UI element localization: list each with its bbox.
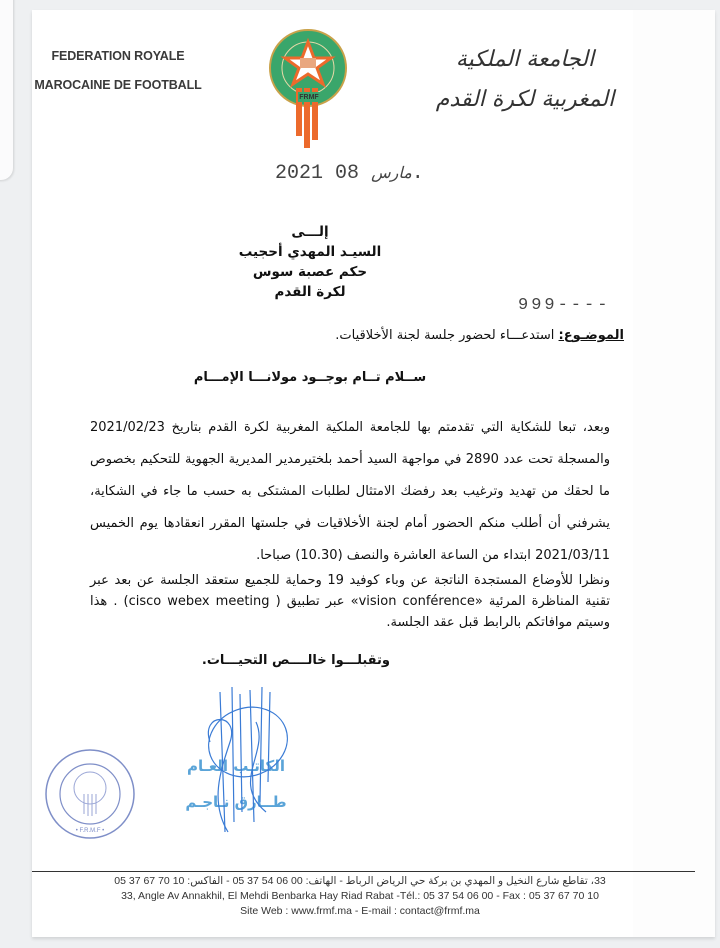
footer-contact: Site Web : www.frmf.ma - E-mail : contact@frmf.ma <box>240 905 480 917</box>
recipient-block <box>200 222 420 302</box>
federation-name-line1: FEDERATION ROYALE <box>51 49 185 63</box>
date-day: 08 <box>335 162 360 185</box>
date-month: مارس <box>371 163 412 182</box>
reference-number: 999---- <box>518 296 611 315</box>
side-panel-edge <box>0 0 13 180</box>
date-year: 2021 <box>275 162 324 185</box>
recipient-org: لكرة القدم <box>274 284 346 300</box>
letter-footer <box>90 874 630 919</box>
salutation: ســلام تــام بوجــود مولانـــا الإمـــام <box>193 370 427 385</box>
frmf-logo-icon <box>268 28 348 153</box>
signatory-name: طــارق نـاجـم <box>185 793 287 811</box>
stamp-initials: • F.R.M.F • <box>75 828 105 834</box>
recipient-name: السيـد المهدي أحجيب <box>238 244 382 260</box>
federation-name-french <box>26 42 210 100</box>
closing-line: وتقبلـــوا خالــــص التحيـــات. <box>201 653 390 668</box>
body-paragraph-1: وبعد، تبعا للشكاية التي تقدمتم بها للجامعة الملكية المغربية لكرة القدم بتاريخ 2021/02/23 والمسجلة تحت عدد 2890 في مواجهة السيد أحمد بلختيرمدير المديرية الجهوية للتحكيم بخصوص ما لحقك من تهديد وترغيب بعد رفضك الامتثال لطلبات المشتكى به حسب ما جاء في الشكاية، يشرفني أن أطلب منكم الحضور أمام لجنة الأخلاقيات في جلستها المقرر انعقادها يوم الخميس 2021/03/11 ابتداء من الساعة العاشرة والنصف (10.30) صباحا. <box>90 420 610 563</box>
federation-name-arabic <box>430 40 620 120</box>
letter-date: 2021 مارس 08 . <box>275 162 424 185</box>
handwritten-signature-icon <box>170 682 300 842</box>
footer-arabic-address: 33، تقاطع شارع النخيل و المهدي بن بركة حي الرياض الرباط - الهاتف: 00 06 54 37 05 - الفاكس: 10 70 67 37 05 <box>114 875 606 887</box>
federation-stamp-icon <box>44 748 136 840</box>
logo-initials: FRMF <box>299 94 319 101</box>
recipient-title: حكم عصبة سوس <box>252 264 368 280</box>
body-paragraph-2: ونظرا للأوضاع المستجدة الناتجة عن وباء كوفيد 19 وحماية للجميع ستعقد الجلسة عن بعد عبر تقنية المناظرة المرئية «vision conférence» عبر تطبيق ( cisco webex meeting) . هذا وسيتم موافاتكم بالرابط قبل عقد الجلسة. <box>90 573 611 630</box>
subject-line <box>335 328 624 343</box>
signatory-title: الكاتـب العـام <box>187 757 285 775</box>
footer-french-address: 33, Angle Av Annakhil, El Mehdi Benbarka Hay Riad Rabat -Tél.: 05 37 54 06 00 - Fax : 05 37 67 70 10 <box>121 890 599 902</box>
arabic-name-line1: الجامعة الملكية <box>455 47 595 72</box>
arabic-name-line2: المغربية لكرة القدم <box>435 87 615 112</box>
subject-label: الموضـوع: <box>558 328 624 343</box>
footer-divider <box>32 871 695 872</box>
recipient-to: إلـــى <box>291 224 329 240</box>
federation-name-line2: MAROCAINE DE FOOTBALL <box>34 78 202 92</box>
subject-text: استدعـــاء لحضور جلسة لجنة الأخلاقيات. <box>335 328 555 343</box>
page-right-margin <box>633 10 715 937</box>
